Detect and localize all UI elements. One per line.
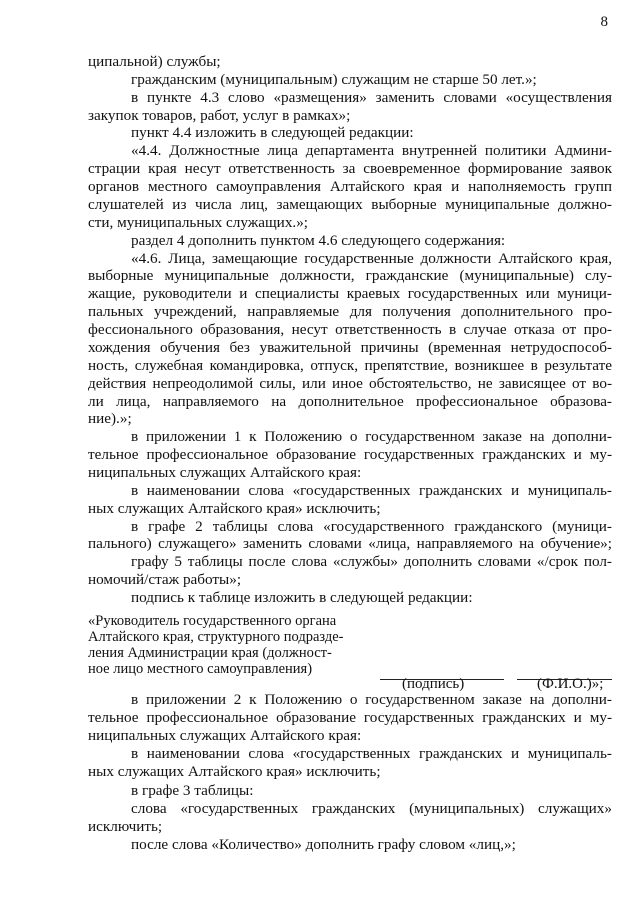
body-line: подпись к таблице изложить в следующей редакции: (131, 589, 473, 607)
name-label: (Ф.И.О.)»; (537, 676, 604, 692)
body-line: выборные муниципальные должности, гражданские (муниципальные) слу- (88, 267, 612, 285)
body-line: ниципальных служащих Алтайского края: (88, 464, 362, 481)
body-line: ниципальных служащих Алтайского края: (88, 727, 362, 745)
body-line: гражданским (муниципальным) служащим не старше 50 лет.»; (131, 70, 537, 88)
body-line: в наименовании слова «государственных гражданских и муниципаль- (131, 481, 612, 499)
signature-title-line: «Руководитель государственного органа (88, 613, 337, 629)
body-line: в графе 3 таблицы: (131, 781, 254, 799)
body-line: ность, служебная командировка, отпуск, препятствие, возникшее в результате (88, 356, 612, 374)
body-line: номочий/стаж работы»; (88, 571, 242, 589)
page-number: 8 (600, 14, 608, 30)
body-line: ние).»; (88, 410, 132, 428)
body-line: тельное профессиональное образование государственных гражданских и му- (88, 709, 612, 727)
body-line: фессионального образования, несут ответственность в случае отказа от про- (88, 321, 612, 339)
body-line: слушателей из числа лиц, замещающих выборные муниципальные должно- (88, 195, 612, 213)
body-line: в графе 2 таблицы слова «государственного гражданского (муници- (131, 517, 612, 535)
body-line: ли лица, направляемого на дополнительное профессиональное образова- (88, 392, 612, 410)
body-line: органов местного самоуправления Алтайского края и наполняемость групп (88, 178, 612, 196)
body-line: «4.6. Лица, замещающие государственные должности Алтайского края, (131, 249, 612, 267)
body-line: пункт 4.4 изложить в следующей редакции: (131, 124, 414, 142)
body-line: пального) служащего» заменить словами «лица, направляемого на обучение»; (88, 535, 612, 553)
body-line: сти, муниципальных служащих.»; (88, 213, 309, 231)
body-line: пальных учреждений, направляемые для получения дополнительного про- (88, 303, 612, 321)
body-line: в пункте 4.3 слово «размещения» заменить словами «осуществления (131, 88, 612, 106)
body-line: в приложении 2 к Положению о государственном заказе на дополни- (131, 691, 612, 708)
body-line: в приложении 1 к Положению о государственном заказе на дополни- (131, 428, 612, 446)
signature-label: (подпись) (402, 676, 465, 692)
body-line: после слова «Количество» дополнить графу словом «лиц,»; (131, 835, 516, 853)
body-line: страции края несут ответственность за своевременное формирование заявок (88, 160, 612, 178)
body-line: раздел 4 дополнить пунктом 4.6 следующего содержания: (131, 231, 506, 249)
body-line: ципальной) службы; (88, 53, 221, 70)
body-line: жащие, руководители и специалисты краевых государственных или муници- (88, 285, 612, 303)
body-line: действия непреодолимой силы, или иное обстоятельство, не зависящее от во- (88, 374, 612, 392)
body-line: ных служащих Алтайского края» исключить; (88, 763, 381, 781)
body-line: хождения обучения без уважительной причины (временная нетрудоспособ- (88, 338, 612, 356)
body-line: слова «государственных гражданских (муниципальных) служащих» (131, 799, 612, 817)
signature-title-line: ления Администрации края (должност- (88, 645, 332, 661)
body-line: графу 5 таблицы после слова «службы» дополнить словами «/срок пол- (131, 553, 612, 571)
body-line: тельное профессиональное образование государственных гражданских и му- (88, 446, 612, 464)
body-line: в наименовании слова «государственных гражданских и муниципаль- (131, 745, 612, 763)
body-line: исключить; (88, 817, 163, 835)
body-line: ных служащих Алтайского края» исключить; (88, 499, 381, 517)
signature-title-line: ное лицо местного самоуправления) (88, 661, 313, 677)
signature-title-line: Алтайского края, структурного подразде- (88, 629, 344, 645)
body-line: «4.4. Должностные лица департамента внутренней политики Админи- (131, 142, 612, 160)
body-line: закупок товаров, работ, услуг в рамках»; (88, 106, 351, 124)
